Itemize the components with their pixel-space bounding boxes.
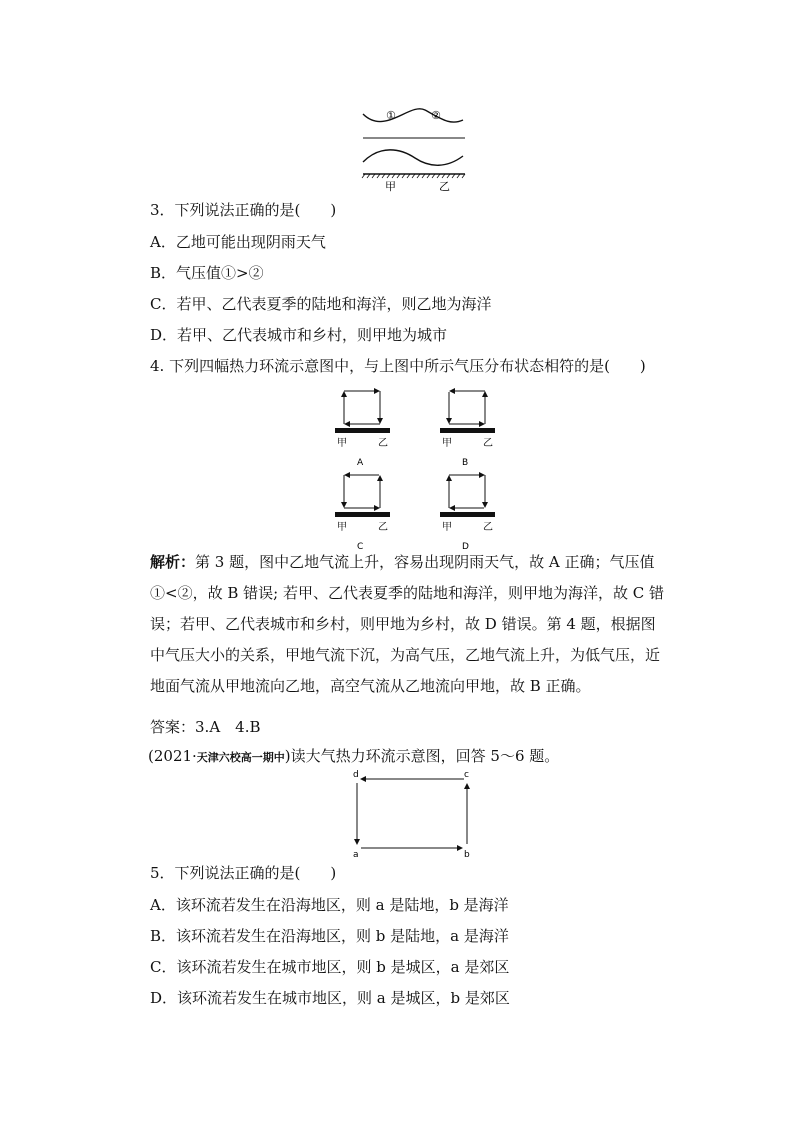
analysis-label: 解析： (150, 553, 196, 571)
q3-stem: 3．下列说法正确的是( ) (150, 201, 337, 219)
q5-option-d: D．该环流若发生在城市地区，则 a 是城区，b 是郊区 (150, 989, 510, 1007)
q3-option-d: D．若甲、乙代表城市和乡村，则甲地为城市 (150, 326, 448, 344)
diagram-a-yi: 乙 (378, 438, 388, 449)
diagram-a-letter: A (357, 458, 364, 468)
point-d: d (353, 770, 359, 780)
diagram-a-jia: 甲 (337, 438, 347, 449)
point-c: c (464, 770, 469, 780)
point-a: a (353, 850, 359, 858)
isobar-label-1: ① (386, 109, 396, 122)
abcd-circulation-figure (345, 768, 480, 858)
q5-option-c: C．该环流若发生在城市地区，则 b 是城区，a 是郊区 (150, 958, 510, 976)
circulation-diagram-b (437, 386, 497, 468)
q3-option-b: B．气压值①>② (150, 264, 264, 282)
q5-option-a: A．该环流若发生在沿海地区，则 a 是陆地，b 是海洋 (150, 896, 509, 914)
circulation-diagram-d (437, 470, 497, 552)
ground-label-yi: 乙 (439, 180, 450, 193)
diagram-b-jia: 甲 (442, 438, 452, 449)
isobar-label-2: ② (431, 109, 441, 122)
diagram-c-yi: 乙 (378, 522, 388, 533)
diagram-d-yi: 乙 (483, 522, 493, 533)
analysis-text: 第 3 题，图中乙地气流上升，容易出现阴雨天气，故 A 正确；气压值①<②，故 B 错误; 若甲、乙代表夏季的陆地和海洋，则甲地为海洋，故 C 错误；若甲、乙代表城市和乡村，则甲地为乡村，故 D 错误。第 4 题，根据图中气压大小的关系，甲地气流下沉，为高气压，乙地气流上升，为低气压，近地面气流从甲地流向乙地，高空气流从乙地流向甲地，故 B 正确。 (150, 553, 664, 695)
answer-text: 3.A 4.B (195, 718, 261, 736)
diagram-b-yi: 乙 (483, 438, 493, 449)
source-rest: )读大气热力环流示意图，回答 5～6 题。 (284, 747, 560, 765)
upper-isobar (363, 109, 463, 122)
source-year: (2021· (148, 747, 197, 765)
q3-option-a: A．乙地可能出现阴雨天气 (150, 233, 326, 251)
diagram-c-letter: C (357, 542, 364, 552)
diagram-b-letter: B (462, 458, 469, 468)
source-intro (148, 746, 559, 768)
lower-isobar (363, 150, 463, 165)
diagram-d-jia: 甲 (442, 522, 452, 533)
circulation-diagram-c (332, 470, 392, 552)
answer-line (150, 717, 261, 737)
source-name: 天津六校高一期中 (196, 751, 285, 764)
q5-option-b: B．该环流若发生在沿海地区，则 b 是陆地，a 是海洋 (150, 927, 509, 945)
q5-stem: 5．下列说法正确的是( ) (150, 864, 337, 882)
answer-label: 答案： (150, 718, 196, 736)
analysis-paragraph (150, 547, 670, 702)
isobar-figure (355, 100, 475, 195)
circulation-diagram-a (332, 386, 392, 468)
q3-option-c: C．若甲、乙代表夏季的陆地和海洋，则乙地为海洋 (150, 295, 492, 313)
point-b: b (464, 850, 470, 858)
diagram-d-letter: D (462, 542, 469, 552)
diagram-c-jia: 甲 (337, 522, 347, 533)
ground-label-jia: 甲 (385, 180, 396, 193)
q4-stem: 4. 下列四幅热力环流示意图中，与上图中所示气压分布状态相符的是( ) (150, 357, 646, 375)
